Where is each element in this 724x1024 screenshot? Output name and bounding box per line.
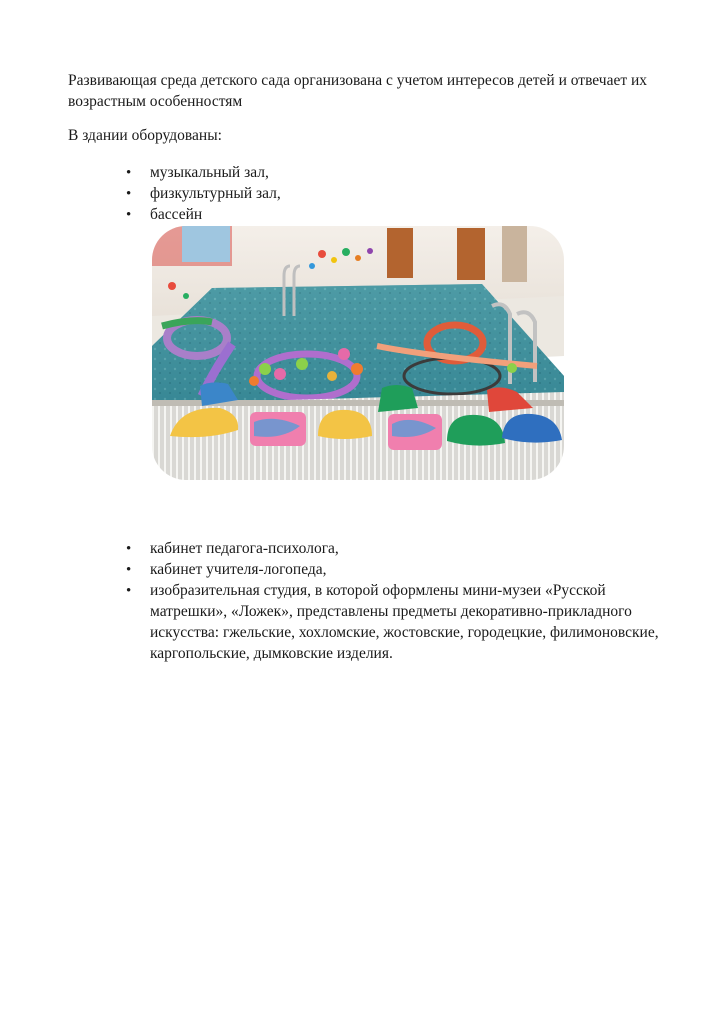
facilities-list-top <box>126 162 281 225</box>
list-item-text: физкультурный зал, <box>150 185 281 202</box>
bullet-icon <box>126 538 150 560</box>
facilities-list-bottom <box>126 538 666 664</box>
bullet-icon <box>126 580 150 602</box>
window <box>182 226 230 262</box>
door <box>387 228 413 278</box>
list-item <box>126 183 281 204</box>
intro-paragraph: Развивающая среда детского сада организована с учетом интересов детей и отвечает их возрастным особенностям <box>68 72 648 110</box>
bullet-icon <box>126 183 150 205</box>
list-item <box>126 204 281 225</box>
list-item-text: изобразительная студия, в которой оформлены мини-музеи «Русской матрешки», «Ложек», представлены предметы декоративно-прикладного искусства: гжельские, хохломские, жостовские, городецкие, филимоновские, каргопольские, дымковские изделия. <box>150 582 659 662</box>
list-item <box>126 538 666 559</box>
door <box>457 228 485 280</box>
list-item-text: музыкальный зал, <box>150 164 269 181</box>
list-item-text: бассейн <box>150 206 203 223</box>
bullet-icon <box>126 204 150 226</box>
list-item <box>126 162 281 183</box>
bullet-icon <box>126 162 150 184</box>
bullet-icon <box>126 559 150 581</box>
list-item <box>126 580 666 664</box>
door <box>502 226 527 282</box>
list-item-text: кабинет педагога-психолога, <box>150 540 339 557</box>
equipped-heading: В здании оборудованы: <box>68 127 222 144</box>
pool-photo-illustration <box>152 226 564 480</box>
pool-photo <box>152 226 564 480</box>
list-item <box>126 559 666 580</box>
list-item-text: кабинет учителя-логопеда, <box>150 561 327 578</box>
